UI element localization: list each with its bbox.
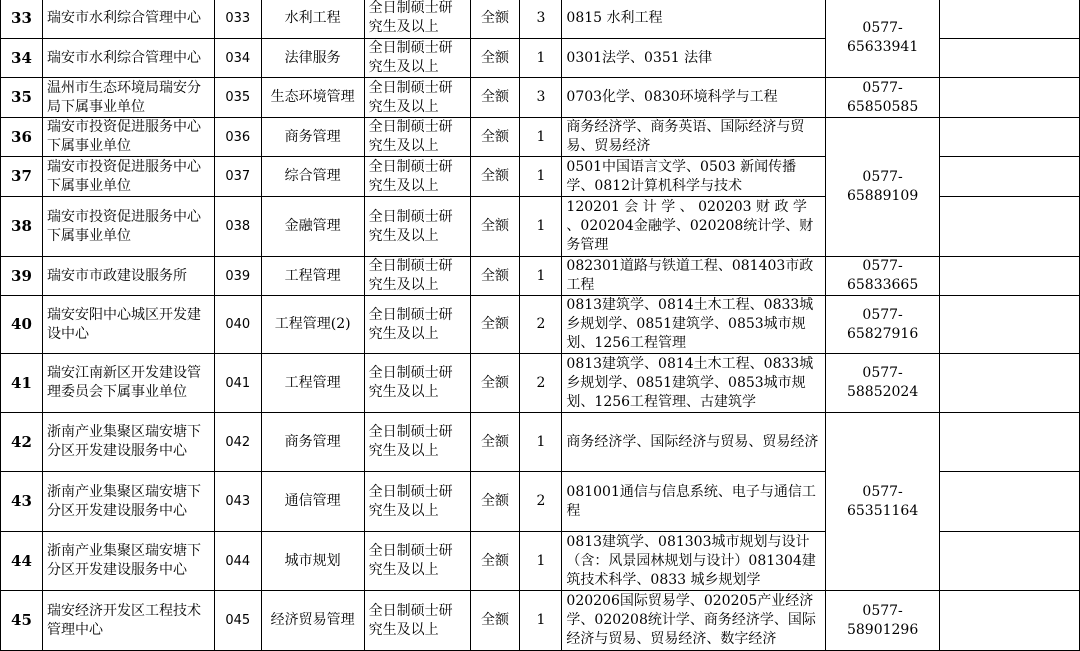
education: 全日制硕士研究生及以上	[364, 591, 470, 651]
headcount: 1	[520, 532, 562, 591]
contact-phone: 0577-65633941	[826, 0, 940, 78]
remark-cell	[940, 157, 1080, 197]
headcount: 2	[520, 296, 562, 354]
major-requirement: 商务经济学、商务英语、国际经济与贸易、贸易经济	[562, 118, 826, 157]
remark-cell	[940, 472, 1080, 532]
funding-type: 全额	[470, 472, 520, 532]
contact-phone: 0577-65351164	[826, 413, 940, 591]
education: 全日制硕士研究生及以上	[364, 0, 470, 39]
education: 全日制硕士研究生及以上	[364, 197, 470, 257]
post-name: 法律服务	[261, 39, 364, 78]
row-number: 33	[1, 0, 43, 39]
post-name: 通信管理	[261, 472, 364, 532]
post-name: 水利工程	[261, 0, 364, 39]
table-row	[1, 296, 1080, 354]
education: 全日制硕士研究生及以上	[364, 39, 470, 78]
unit-name: 瑞安市市政建设服务所	[42, 257, 214, 296]
remark-cell	[940, 257, 1080, 296]
headcount: 1	[520, 157, 562, 197]
post-code: 037	[214, 157, 261, 197]
post-code: 045	[214, 591, 261, 651]
education: 全日制硕士研究生及以上	[364, 472, 470, 532]
contact-phone: 0577-65827916	[826, 296, 940, 354]
education: 全日制硕士研究生及以上	[364, 296, 470, 354]
unit-name: 瑞安市水利综合管理中心	[42, 39, 214, 78]
contact-phone: 0577-58852024	[826, 354, 940, 413]
post-name: 生态环境管理	[261, 78, 364, 118]
post-name: 工程管理	[261, 257, 364, 296]
education: 全日制硕士研究生及以上	[364, 78, 470, 118]
headcount: 3	[520, 0, 562, 39]
post-code: 043	[214, 472, 261, 532]
row-number: 37	[1, 157, 43, 197]
remark-cell	[940, 296, 1080, 354]
funding-type: 全额	[470, 197, 520, 257]
funding-type: 全额	[470, 413, 520, 472]
headcount: 1	[520, 197, 562, 257]
funding-type: 全额	[470, 118, 520, 157]
table-row	[1, 354, 1080, 413]
post-name: 商务管理	[261, 118, 364, 157]
education: 全日制硕士研究生及以上	[364, 157, 470, 197]
remark-cell	[940, 118, 1080, 157]
post-name: 工程管理(2)	[261, 296, 364, 354]
unit-name: 浙南产业集聚区瑞安塘下分区开发建设服务中心	[42, 413, 214, 472]
education: 全日制硕士研究生及以上	[364, 118, 470, 157]
major-requirement: 0501中国语言文学、0503 新闻传播学、0812计算机科学与技术	[562, 157, 826, 197]
funding-type: 全额	[470, 157, 520, 197]
remark-cell	[940, 354, 1080, 413]
contact-phone: 0577-65833665	[826, 257, 940, 296]
unit-name: 瑞安市投资促进服务中心下属事业单位	[42, 118, 214, 157]
major-requirement: 081001通信与信息系统、电子与通信工程	[562, 472, 826, 532]
headcount: 2	[520, 354, 562, 413]
unit-name: 瑞安市投资促进服务中心下属事业单位	[42, 157, 214, 197]
remark-cell	[940, 78, 1080, 118]
post-name: 商务管理	[261, 413, 364, 472]
row-number: 44	[1, 532, 43, 591]
row-number: 35	[1, 78, 43, 118]
headcount: 2	[520, 472, 562, 532]
education: 全日制硕士研究生及以上	[364, 257, 470, 296]
major-requirement: 0703化学、0830环境科学与工程	[562, 78, 826, 118]
funding-type: 全额	[470, 257, 520, 296]
major-requirement: 082301道路与铁道工程、081403市政工程	[562, 257, 826, 296]
unit-name: 瑞安市投资促进服务中心下属事业单位	[42, 197, 214, 257]
row-number: 39	[1, 257, 43, 296]
remark-cell	[940, 532, 1080, 591]
row-number: 42	[1, 413, 43, 472]
headcount: 1	[520, 118, 562, 157]
education: 全日制硕士研究生及以上	[364, 354, 470, 413]
table-row	[1, 257, 1080, 296]
unit-name: 瑞安经济开发区工程技术管理中心	[42, 591, 214, 651]
row-number: 45	[1, 591, 43, 651]
major-requirement: 0813建筑学、0814土木工程、0833城乡规划学、0851建筑学、0853城市规划、1256工程管理	[562, 296, 826, 354]
row-number: 34	[1, 39, 43, 78]
table-row	[1, 0, 1080, 39]
unit-name: 瑞安市水利综合管理中心	[42, 0, 214, 39]
row-number: 38	[1, 197, 43, 257]
funding-type: 全额	[470, 39, 520, 78]
post-code: 033	[214, 0, 261, 39]
post-name: 城市规划	[261, 532, 364, 591]
headcount: 1	[520, 413, 562, 472]
major-requirement: 0301法学、0351 法律	[562, 39, 826, 78]
table-row	[1, 413, 1080, 472]
funding-type: 全额	[470, 532, 520, 591]
education: 全日制硕士研究生及以上	[364, 532, 470, 591]
table-row	[1, 118, 1080, 157]
headcount: 1	[520, 39, 562, 78]
headcount: 1	[520, 257, 562, 296]
post-name: 经济贸易管理	[261, 591, 364, 651]
major-requirement: 020206国际贸易学、020205产业经济学、020208统计学、商务经济学、国际经济与贸易、贸易经济、数字经济	[562, 591, 826, 651]
unit-name: 瑞安安阳中心城区开发建设中心	[42, 296, 214, 354]
major-requirement: 0813建筑学、081303城市规划与设计（含：风景园林规划与设计）081304建筑技术科学、0833 城乡规划学	[562, 532, 826, 591]
post-code: 042	[214, 413, 261, 472]
contact-phone: 0577-65850585	[826, 78, 940, 118]
funding-type: 全额	[470, 78, 520, 118]
post-name: 综合管理	[261, 157, 364, 197]
remark-cell	[940, 591, 1080, 651]
post-name: 金融管理	[261, 197, 364, 257]
post-code: 039	[214, 257, 261, 296]
post-code: 038	[214, 197, 261, 257]
headcount: 3	[520, 78, 562, 118]
funding-type: 全额	[470, 354, 520, 413]
major-requirement: 0815 水利工程	[562, 0, 826, 39]
row-number: 41	[1, 354, 43, 413]
row-number: 36	[1, 118, 43, 157]
post-code: 034	[214, 39, 261, 78]
post-code: 036	[214, 118, 261, 157]
remark-cell	[940, 197, 1080, 257]
post-code: 041	[214, 354, 261, 413]
post-name: 工程管理	[261, 354, 364, 413]
unit-name: 瑞安江南新区开发建设管理委员会下属事业单位	[42, 354, 214, 413]
post-code: 040	[214, 296, 261, 354]
education: 全日制硕士研究生及以上	[364, 413, 470, 472]
major-requirement: 商务经济学、国际经济与贸易、贸易经济	[562, 413, 826, 472]
headcount: 1	[520, 591, 562, 651]
contact-phone: 0577-65889109	[826, 118, 940, 257]
funding-type: 全额	[470, 591, 520, 651]
contact-phone: 0577-58901296	[826, 591, 940, 651]
table-row	[1, 591, 1080, 651]
funding-type: 全额	[470, 0, 520, 39]
remark-cell	[940, 413, 1080, 472]
row-number: 43	[1, 472, 43, 532]
unit-name: 浙南产业集聚区瑞安塘下分区开发建设服务中心	[42, 472, 214, 532]
funding-type: 全额	[470, 296, 520, 354]
unit-name: 浙南产业集聚区瑞安塘下分区开发建设服务中心	[42, 532, 214, 591]
row-number: 40	[1, 296, 43, 354]
unit-name: 温州市生态环境局瑞安分局下属事业单位	[42, 78, 214, 118]
remark-cell	[940, 0, 1080, 39]
remark-cell	[940, 39, 1080, 78]
post-code: 035	[214, 78, 261, 118]
post-code: 044	[214, 532, 261, 591]
table-row	[1, 78, 1080, 118]
major-requirement: 0813建筑学、0814土木工程、0833城乡规划学、0851建筑学、0853城市规划、1256工程管理、古建筑学	[562, 354, 826, 413]
major-requirement: 120201 会 计 学 、 020203 财 政 学 、020204金融学、020208统计学、财务管理	[562, 197, 826, 257]
